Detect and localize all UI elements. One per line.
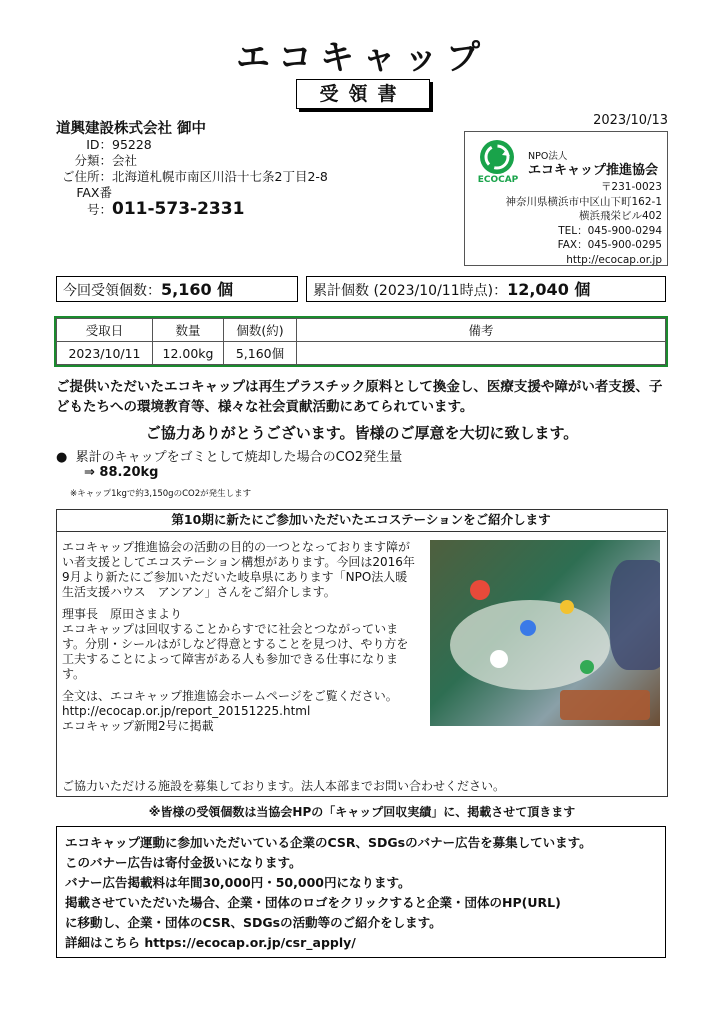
org-npo-label: NPO法人 (528, 151, 568, 162)
recipient-category-row (56, 152, 137, 169)
total-count-label: 累計個数 (2023/10/11時点)： (313, 283, 508, 299)
recycle-logo-icon (480, 140, 514, 174)
banner-details-link[interactable]: 詳細はこちら https://ecocap.or.jp/csr_apply/ (65, 935, 356, 950)
receipt-table (56, 318, 666, 365)
document-title: エコキャップ (236, 38, 488, 78)
eco-station-quote: エコキャップは回収することからすでに社会とつながっています。分別・シールはがしなど得意とすることを見つけ、やり方を工夫することによって障害がある人も参加できる仕事になります。 (62, 622, 409, 681)
org-address2: 横浜飛栄ビル402 (578, 210, 662, 222)
address-label: ご住所： (61, 169, 112, 184)
thanks-message: ご協力ありがとうございます。皆様のご厚意を大切に致します。 (145, 424, 579, 442)
header-remarks: 備考 (297, 319, 666, 342)
recipient-address-row (56, 168, 328, 185)
cell-remarks (297, 342, 666, 365)
id-value: 95228 (112, 137, 152, 152)
fax-value: 011-573-2331 (112, 199, 245, 219)
co2-label: 累計のキャップをゴミとして焼却した場合のCO2発生量 (75, 450, 403, 465)
eco-station-intro: エコキャップ推進協会の活動の目的の一つとなっております障がい者支援としてエコステーション構想があります。今回は2016年9月より新たにご参加いただいた岐阜県にあります「NPO法人暖 生活支援ハウス アンアン」さんをご紹介します。 (62, 540, 420, 599)
co2-note: ※キャップ1kgで約3,150gのCO2が発生します (70, 489, 252, 499)
banner-line-5: に移動し、企業・団体のCSR、SDGsの活動等のご紹介をします。 (65, 915, 442, 930)
eco-station-quote-title: 理事長 原田さまより (62, 607, 183, 621)
banner-ad-notice (56, 826, 666, 958)
cell-quantity: 12.00kg (153, 342, 224, 365)
eco-station-recruit: ご協力いただける施設を募集しております。法人本部までお問い合わせください。 (62, 779, 506, 793)
header-date: 受取日 (57, 319, 153, 342)
address-value: 北海道札幌市南区川沿十七条2丁目2-8 (112, 169, 328, 184)
fax-label: FAX番号： (76, 185, 112, 217)
current-count-label: 今回受領個数： (63, 283, 161, 299)
current-count-box (56, 276, 298, 302)
eco-station-report-link[interactable]: http://ecocap.or.jp/report_20151225.html (62, 704, 311, 718)
recipient-company: 道興建設株式会社 御中 (56, 121, 207, 137)
org-name: エコキャップ推進協会 (528, 163, 659, 178)
org-tel: TEL：045-900-0294 (558, 224, 662, 237)
co2-value: ⇒ 88.20kg (84, 465, 159, 480)
banner-line-4: 掲載させていただいた場合、企業・団体のロゴをクリックすると企業・団体のHP(URL) (65, 895, 561, 910)
bottle-caps-photo (430, 540, 660, 726)
category-value: 会社 (112, 153, 138, 168)
banner-line-3: バナー広告掲載料は年間30,000円・50,000円になります。 (65, 875, 411, 890)
recipient-fax-row (56, 184, 244, 218)
eco-station-fulltext-note: 全文は、エコキャップ推進協会ホームページをご覧ください。 (62, 689, 398, 703)
receipt-label: 受領書 (296, 79, 430, 109)
bullet-dot-icon: ● (56, 450, 76, 465)
recipient-id-row (56, 136, 152, 153)
org-address-block (505, 180, 662, 267)
eco-station-newsletter: エコキャップ新聞2号に掲載 (62, 719, 214, 733)
total-count-value: 12,040 個 (507, 280, 591, 299)
table-row (57, 342, 666, 365)
eco-station-heading: 第10期に新たにご参加いただいたエコステーションをご紹介します (56, 509, 666, 532)
org-address1: 神奈川県横浜市中区山下町162-1 (505, 195, 662, 208)
eco-station-text (62, 540, 420, 734)
category-label: 分類： (74, 153, 112, 168)
usage-message: ご提供いただいたエコキャップは再生プラスチック原料として換金し、医療支援や障がい者支援、子どもたちへの環境教育等、様々な社会貢献活動にあてられています。 (56, 379, 663, 415)
banner-line-1: エコキャップ運動に参加いただいている企業のCSR、SDGsのバナー広告を募集しています。 (65, 835, 592, 850)
header-count: 個数(約) (224, 319, 297, 342)
id-label: ID： (86, 137, 112, 152)
cell-date: 2023/10/11 (57, 342, 153, 365)
total-count-box (306, 276, 666, 302)
header-quantity: 数量 (153, 319, 224, 342)
hp-publication-note: ※皆様の受領個数は当協会HPの「キャップ回収実績」に、掲載させて頂きます (148, 805, 576, 819)
ecocap-logo-text: ECOCAP (477, 175, 519, 185)
banner-line-2: このバナー広告は寄付金扱いになります。 (65, 855, 302, 870)
issue-date: 2023/10/13 (593, 113, 668, 128)
co2-bullet (56, 446, 402, 465)
table-header-row (57, 319, 666, 342)
org-fax: FAX：045-900-0295 (557, 239, 662, 251)
cell-count: 5,160個 (224, 342, 297, 365)
org-postal: 〒231-0023 (600, 181, 662, 193)
current-count-value: 5,160 個 (161, 280, 234, 299)
org-url: http://ecocap.or.jp (566, 253, 662, 266)
